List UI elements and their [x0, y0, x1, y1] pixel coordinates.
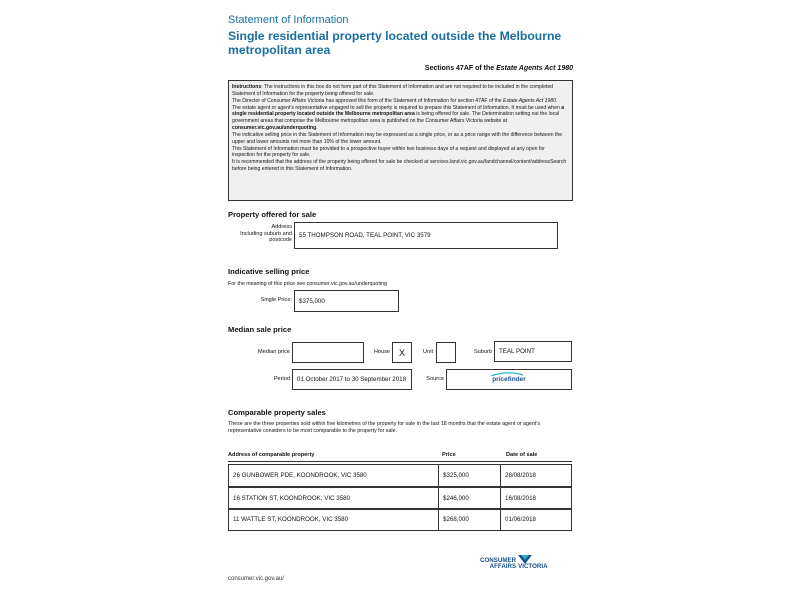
- comparable-section-title: Comparable property sales: [228, 408, 326, 417]
- row-date: 01/06/2018: [505, 516, 536, 523]
- footer-url[interactable]: consumer.vic.gov.au/: [228, 576, 284, 582]
- header-divider: [228, 461, 572, 462]
- row-price: $268,000: [439, 509, 501, 530]
- row-price: $246,000: [439, 488, 501, 509]
- row-address: 16 STATION ST, KOONDROOK, VIC 3580: [229, 488, 439, 509]
- instructions-p2-act: Estate Agents Act 1980: [503, 97, 556, 104]
- row-price: $325,000: [439, 465, 501, 486]
- house-checkbox[interactable]: X: [392, 342, 412, 363]
- sections-prefix: Sections 47AF of the: [424, 65, 497, 72]
- source-field[interactable]: [446, 369, 572, 390]
- instructions-box: [228, 80, 573, 201]
- instructions-p3c: .: [316, 125, 318, 132]
- table-row: [228, 508, 572, 531]
- price-note: For the meaning of this price see consumer.vic.gov.au/underquoting: [228, 281, 387, 287]
- underquoting-link[interactable]: consumer.vic.gov.au/underquoting: [232, 125, 317, 132]
- period-field[interactable]: 01 October 2017 to 30 September 2018: [292, 369, 412, 390]
- document-title: Single residential property located outside the Melbourne metropolitan area: [228, 29, 562, 57]
- row-date: 16/08/2018: [505, 495, 536, 502]
- logo-mark: [518, 555, 547, 571]
- median-price-field[interactable]: [292, 342, 364, 363]
- pricefinder-swoosh-icon: [490, 372, 524, 377]
- pricefinder-text: pricefinder: [492, 376, 526, 383]
- unit-label: Unit: [423, 349, 433, 355]
- instructions-p4: The indicative selling price in this Statement of Information may be expressed as a single price, or as a price range with the difference between the upper and lower amounts not more than 10% of the lower amount.: [232, 131, 563, 145]
- source-label: Source: [426, 376, 444, 382]
- table-row: [228, 464, 572, 487]
- address-sublabel-2: postcode: [269, 237, 292, 243]
- sections-act: Estate Agents Act 1980: [496, 65, 573, 72]
- instructions-p1: : The instructions in this box do not form part of this Statement of Information and are not required to be included in the completed Statement of Information for the property being offered for sale.: [232, 84, 553, 97]
- instructions-p3-bold: a single residential property located outside the Melbourne metropolitan area: [232, 104, 565, 118]
- house-label: House: [373, 349, 390, 355]
- instructions-p6: It is recommended that the address of the property being offered for sale be checked at services.land.vic.gov.au/landchannel/content/addressSearch before being entered in this Statement of Information.: [232, 159, 567, 173]
- row-address: 11 WATTLE ST, KOONDROOK, VIC 3580: [229, 509, 439, 530]
- document-kicker: Statement of Information: [228, 14, 349, 26]
- logo-line-2: AFFAIRS: [489, 563, 517, 570]
- single-price-field[interactable]: $375,000: [294, 290, 399, 312]
- property-section-title: Property offered for sale: [228, 210, 317, 219]
- address-label-main: Address: [271, 224, 292, 230]
- statement-page: [206, 0, 600, 600]
- header-date: Date of sale: [506, 452, 538, 458]
- instructions-p3b: is being offered for sale. The Determination setting out the local government areas that comprise the Melbourne metropolitan area is published on the Consumer Affairs Victoria website at: [232, 111, 560, 125]
- suburb-label: Suburb: [473, 349, 492, 355]
- median-section-title: Median sale price: [228, 325, 292, 334]
- consumer-affairs-logo: [480, 555, 548, 571]
- instructions-p2-end: .: [555, 97, 558, 104]
- comparable-note: These are the three properties sold within five kilometres of the property for sale in the last 18 months that the estate agent or agent’s representative considers to be most comparable to the property for sale.: [228, 421, 541, 434]
- period-label: Period: [273, 376, 290, 382]
- address-label: [228, 224, 292, 244]
- header-address: Address of comparable property: [228, 452, 315, 458]
- single-price-label: Single Price:: [260, 297, 292, 303]
- unit-checkbox[interactable]: [436, 342, 456, 363]
- price-section-title: Indicative selling price: [228, 267, 310, 276]
- address-sublabel-1: Including suburb and: [240, 230, 292, 237]
- instructions-p2: The Director of Consumer Affairs Victoria has approved this form of the Statement of Information for section 47AF of the: [232, 97, 504, 104]
- logo-text: [480, 558, 516, 571]
- logo-line-3: VICTORIA: [518, 563, 548, 570]
- suburb-field[interactable]: TEAL POINT: [494, 341, 572, 362]
- pricefinder-logo: [492, 376, 526, 383]
- logo-line-1: CONSUMER: [480, 556, 517, 564]
- header-price: Price: [442, 452, 456, 458]
- table-row: [228, 487, 572, 510]
- row-date: 28/08/2018: [505, 472, 536, 479]
- instructions-p3a: The estate agent or agent’s representative engaged to sell the property is required to prepare this Statement of Information. It must be used when: [232, 104, 562, 111]
- sections-reference: [425, 65, 573, 72]
- median-price-label: Median price: [257, 349, 290, 355]
- instructions-p5: This Statement of Information must be provided to a prospective buyer within two business days of a request and displayed at any open for inspection for the property for sale.: [232, 145, 545, 159]
- instructions-lead: Instructions: [232, 84, 262, 90]
- row-address: 26 GUNBOWER PDE, KOONDROOK, VIC 3580: [229, 465, 439, 486]
- comparable-table-header: [228, 452, 572, 458]
- address-field[interactable]: 55 THOMPSON ROAD, TEAL POINT, VIC 3579: [294, 222, 558, 249]
